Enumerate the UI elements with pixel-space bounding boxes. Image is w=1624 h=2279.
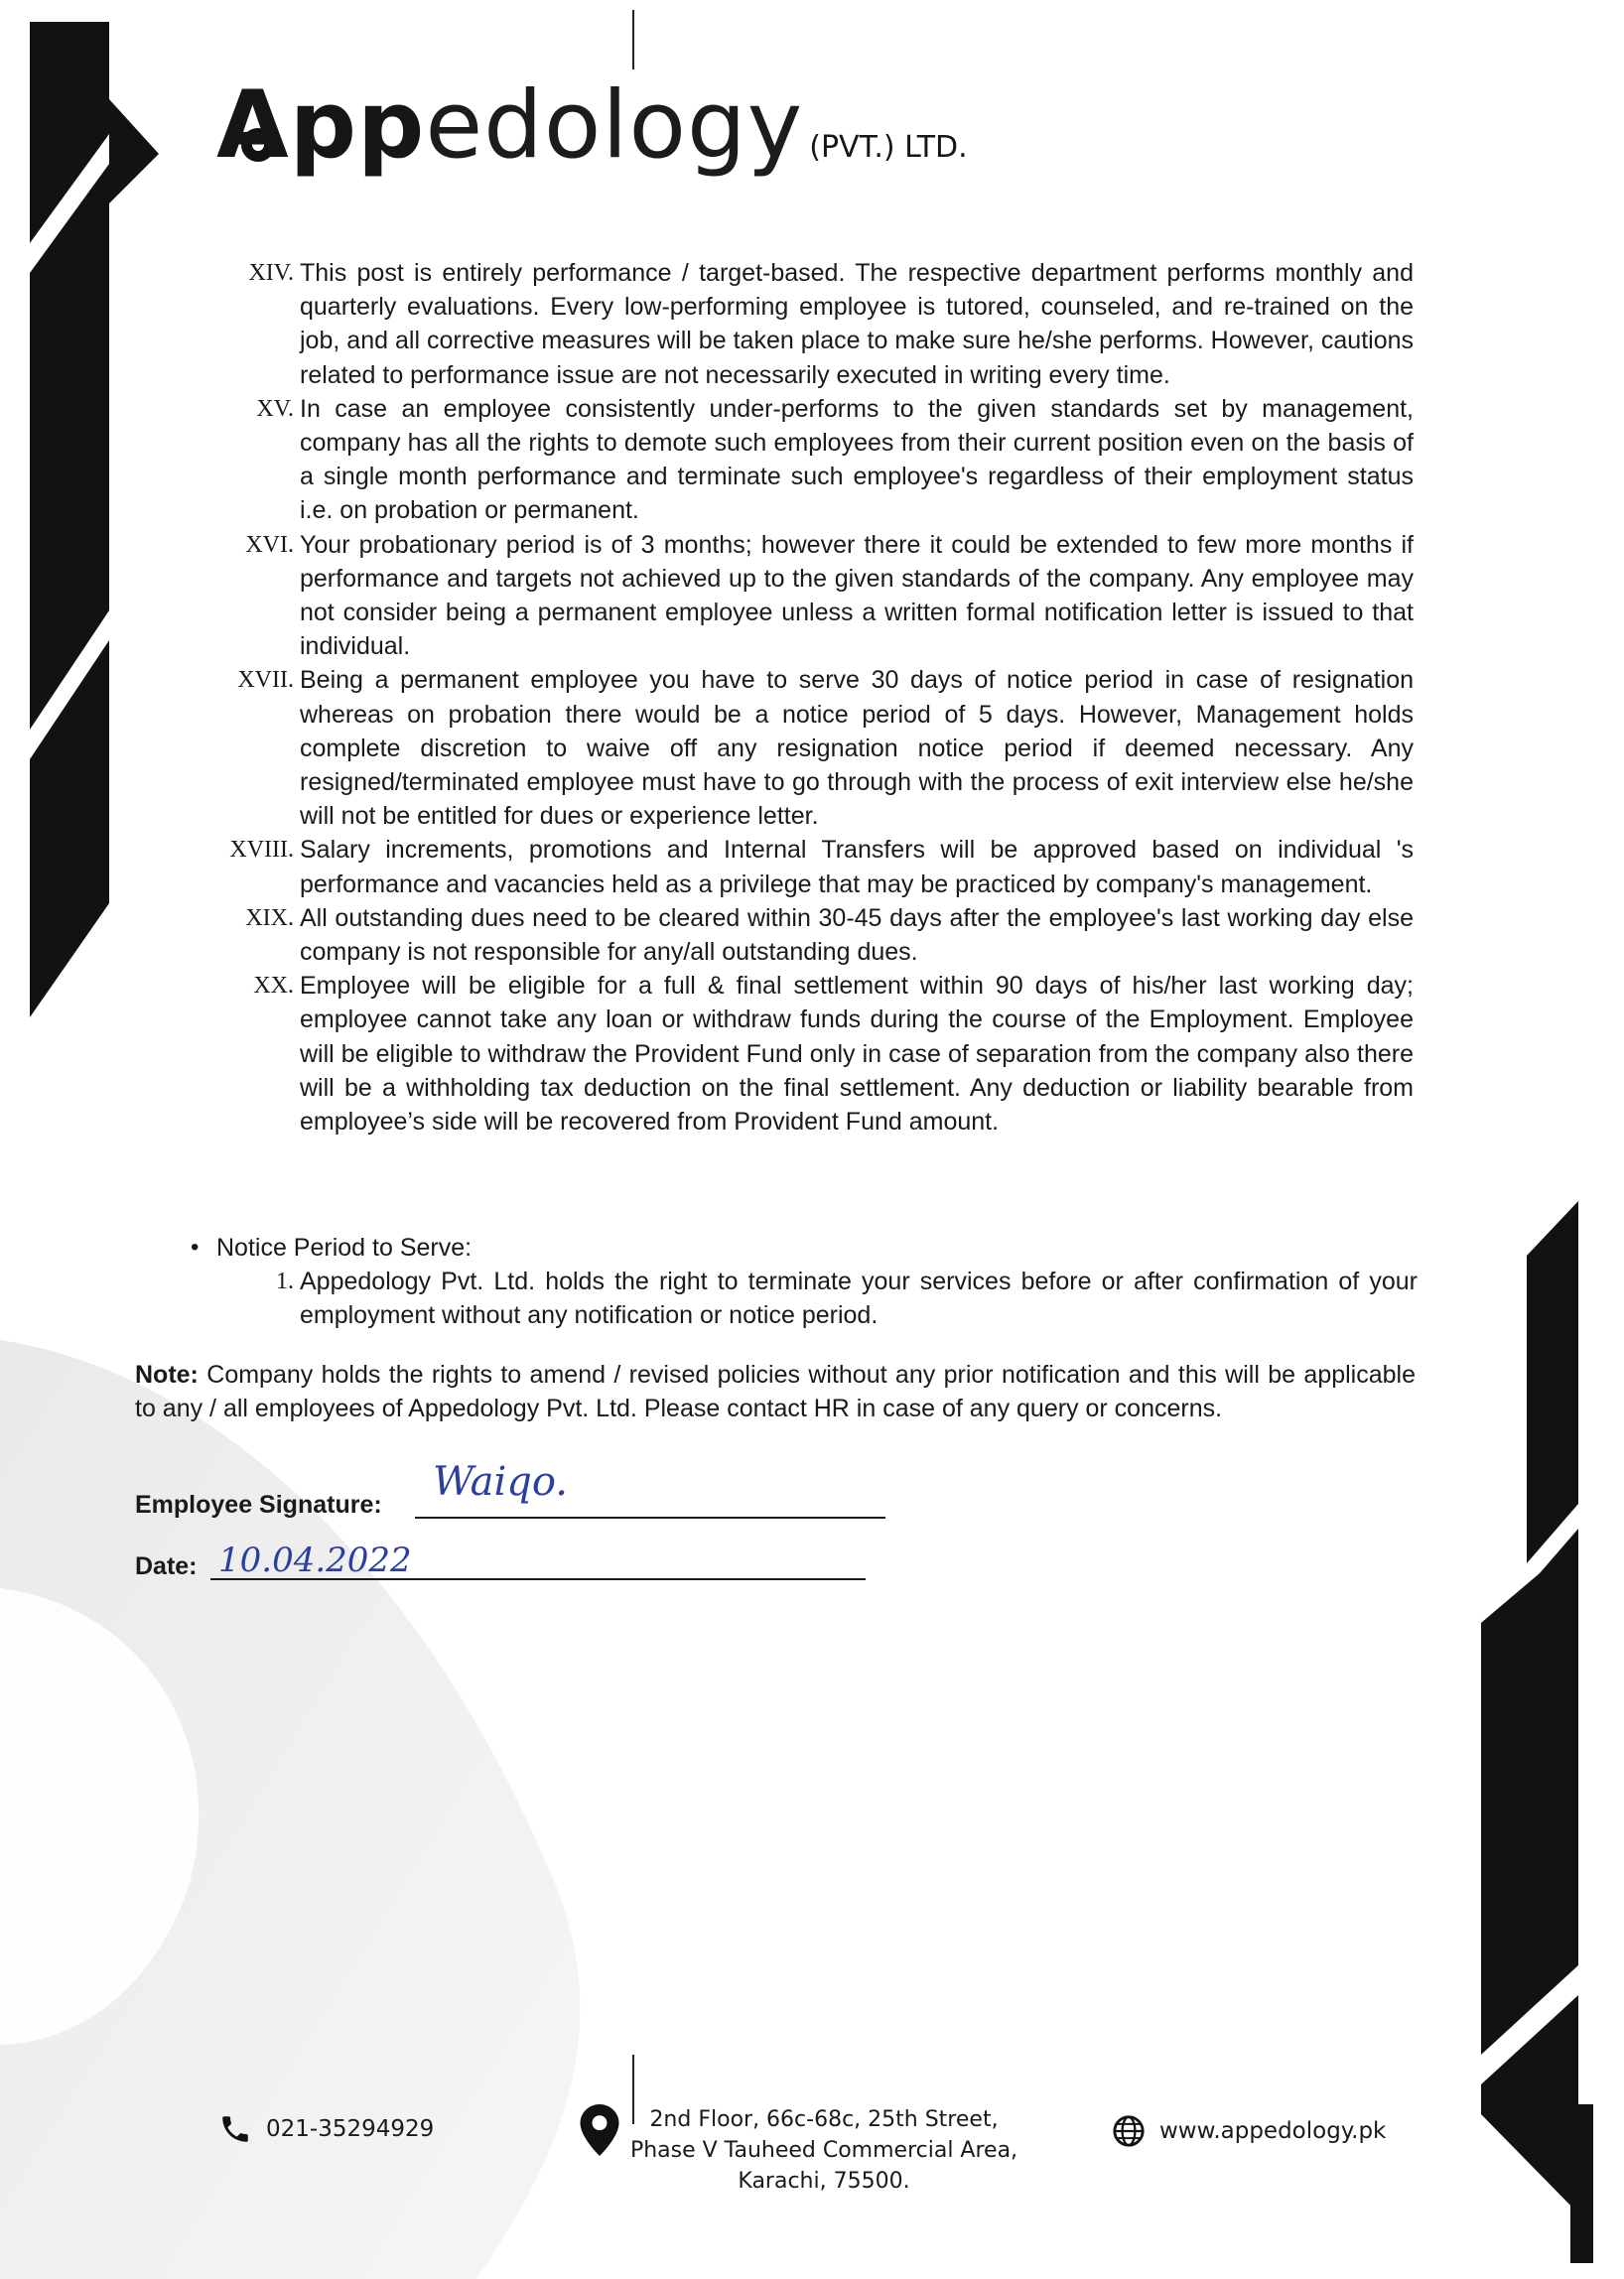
term-item: [248, 256, 1414, 392]
note-text: Company holds the rights to amend / revised policies without any prior notification and this will be applicable to any / all employees of Appedology Pvt. Ltd. Please contact HR in case of any query or concerns.: [135, 1361, 1417, 1423]
company-logo: [216, 71, 968, 189]
term-number: XV.: [256, 395, 294, 422]
logo-wordmark-light: edology: [425, 71, 804, 180]
terms-list: [229, 256, 1414, 1139]
notice-item-number: 1.: [276, 1269, 294, 1295]
note-label: Note:: [135, 1361, 199, 1389]
term-number: XVII.: [237, 667, 294, 694]
term-number: XIX.: [245, 904, 294, 931]
term-item: [253, 969, 1414, 1139]
term-number: XVI.: [245, 531, 294, 558]
term-number: XVIII.: [229, 837, 294, 864]
footer-website: [1112, 2114, 1386, 2148]
term-text: Your probationary period is of 3 months; however there it could be extended to few more months if performance and targets not achieved up to the given standards of the company. Any employee may not consider being a permanent employee unless a written formal notification letter is issued to that individual.: [300, 530, 1414, 661]
term-text: In case an employee consistently under-performs to the given standards set by management, company has all the rights to demote such employees from their current position even on the basis of a single month performance and terminate such employee's regardless of their employment status i.e. on probation or permanent.: [300, 394, 1414, 525]
term-item: [256, 392, 1414, 528]
address-line-2: Phase V Tauheed Commercial Area,: [629, 2138, 1018, 2163]
date-label: Date:: [135, 1552, 198, 1580]
notice-period-item: [276, 1265, 1418, 1332]
term-item: [229, 833, 1414, 900]
footer-address: [615, 2104, 1032, 2197]
term-number: XX.: [253, 973, 294, 1000]
footer-phone: [218, 2112, 434, 2146]
phone-icon: [218, 2112, 252, 2146]
employee-signature-label: Employee Signature:: [135, 1491, 382, 1519]
term-item: [245, 528, 1414, 664]
notice-period-heading: [189, 1231, 1420, 1265]
term-text: This post is entirely performance / target-based. The respective department performs monthly and quarterly evaluations. Every low-performing employee is tutored, counseled, and re-trained on the job, and all corrective measures will be taken place to make sure he/she performs. However, cautions related to performance issue are not necessarily executed in writing every time.: [300, 259, 1414, 389]
phone-number: 021-35294929: [266, 2116, 435, 2142]
globe-icon: [1112, 2114, 1146, 2148]
term-text: Employee will be eligible for a full & final settlement within 90 days of his/her last working day; employee cannot take any loan or withdraw funds during the course of the Employment. Employee will be eligible to withdraw the Provident Fund only in case of separation from the company also there will be a withholding tax deduction on the final settlement. Any deduction or liability bearable from employee’s side will be recovered from Provident Fund amount.: [300, 972, 1414, 1137]
term-number: XIV.: [248, 260, 294, 286]
notice-item-text: Appedology Pvt. Ltd. holds the right to terminate your services before or after confirmation of your employment without any notification or notice period.: [300, 1268, 1418, 1330]
term-text: All outstanding dues need to be cleared within 30-45 days after the employee's last working day else company is not responsible for any/all outstanding dues.: [300, 903, 1414, 967]
policy-note: [135, 1358, 1416, 1425]
address-line-1: 2nd Floor, 66c-68c, 25th Street,: [649, 2107, 999, 2132]
signature-line: [415, 1517, 885, 1519]
term-item: [237, 663, 1414, 833]
term-text: Being a permanent employee you have to serve 30 days of notice period in case of resignation whereas on probation there would be a notice period of 5 days. However, Management holds complete discretion to waive off any resignation notice period if deemed necessary. Any resigned/terminated employee must have to go through with the process of exit interview else he/she will not be entitled for dues or experience letter.: [300, 666, 1414, 831]
handwritten-signature: Waiqo.: [433, 1459, 568, 1505]
logo-wordmark-bold: App: [216, 71, 426, 180]
address-line-3: Karachi, 75500.: [738, 2169, 910, 2194]
term-item: [245, 901, 1414, 969]
footer-location-icon-wrap: [580, 2104, 619, 2156]
website-link[interactable]: www.appedology.pk: [1159, 2118, 1387, 2144]
bullet-mark: •: [191, 1234, 200, 1261]
notice-period-section: [189, 1231, 1420, 1333]
notice-period-heading-text: Notice Period to Serve:: [216, 1234, 473, 1262]
term-text: Salary increments, promotions and Internal Transfers will be approved based on individual 's performance and vacancies held as a privilege that may be practiced by company's management.: [300, 836, 1414, 898]
location-pin-icon: [580, 2104, 619, 2156]
handwritten-date: 10.04.2022: [218, 1541, 412, 1580]
logo-wordmark: [216, 71, 804, 180]
logo-suffix: (PVT.) LTD.: [809, 130, 968, 165]
